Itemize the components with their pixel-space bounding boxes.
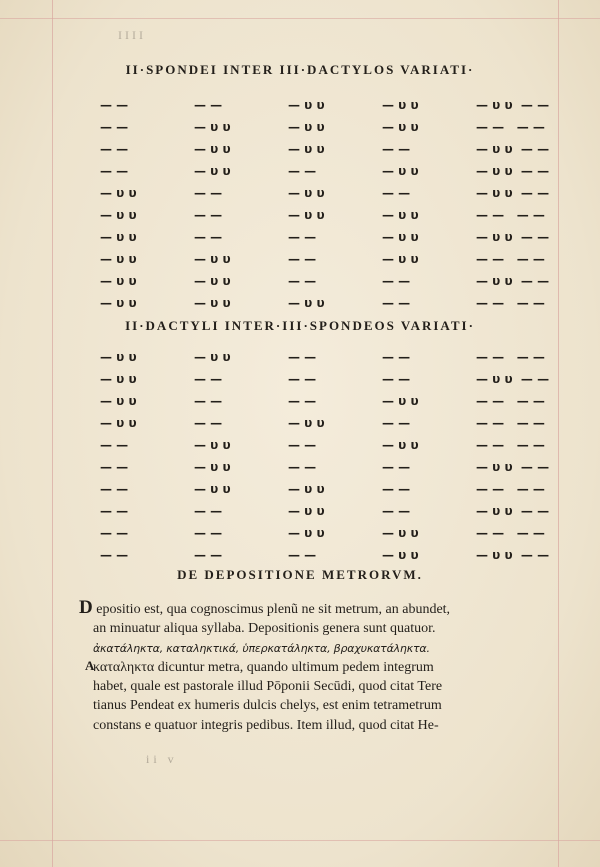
margin-rule-right bbox=[558, 0, 559, 867]
meter-cell: — υ υ bbox=[100, 208, 137, 222]
meter-cell: — — bbox=[288, 438, 317, 452]
meter-cell: — υ υ — — bbox=[476, 230, 550, 244]
meter-cell: — — — — bbox=[476, 416, 545, 430]
body-paragraph bbox=[79, 597, 545, 735]
meter-cell: — — — — bbox=[476, 208, 545, 222]
meter-cell: — — bbox=[382, 142, 411, 156]
meter-cell: — υ υ bbox=[288, 526, 325, 540]
meter-cell: — υ υ bbox=[100, 252, 137, 266]
meter-cell: — — bbox=[288, 252, 317, 266]
meter-cell: — — bbox=[100, 164, 129, 178]
meter-cell: — υ υ — — bbox=[476, 164, 550, 178]
paragraph-line bbox=[93, 658, 545, 677]
meter-cell: — υ υ bbox=[288, 482, 325, 496]
meter-cell: — υ υ bbox=[194, 482, 231, 496]
meter-cell: — — — — bbox=[476, 394, 545, 408]
meter-cell: — — bbox=[100, 548, 129, 562]
meter-cell: — — bbox=[288, 548, 317, 562]
meter-cell: — υ υ bbox=[194, 252, 231, 266]
meter-cell: — — bbox=[194, 548, 223, 562]
meter-cell: — — — — bbox=[476, 526, 545, 540]
meter-cell: — υ υ — — bbox=[476, 372, 550, 386]
meter-cell: — υ υ bbox=[382, 164, 419, 178]
paragraph-line bbox=[93, 639, 545, 658]
meter-cell: — — bbox=[382, 504, 411, 518]
meter-cell: — — bbox=[194, 416, 223, 430]
meter-cell: — υ υ bbox=[100, 416, 137, 430]
meter-cell: — υ υ bbox=[382, 120, 419, 134]
margin-rule-top bbox=[0, 18, 600, 19]
meter-cell: — υ υ bbox=[288, 416, 325, 430]
meter-cell: — υ υ — — bbox=[476, 98, 550, 112]
page-number: IIII bbox=[118, 28, 146, 42]
meter-cell: — υ υ bbox=[288, 186, 325, 200]
meter-cell: — — bbox=[194, 526, 223, 540]
meter-cell: — υ υ bbox=[382, 252, 419, 266]
meter-cell: — υ υ bbox=[100, 186, 137, 200]
meter-cell: — — bbox=[288, 274, 317, 288]
meter-cell: — υ υ bbox=[382, 438, 419, 452]
meter-cell: — — bbox=[100, 504, 129, 518]
meter-cell: — — bbox=[382, 274, 411, 288]
meter-cell: — — bbox=[100, 98, 129, 112]
meter-cell: — — bbox=[100, 482, 129, 496]
meter-cell: — υ υ bbox=[194, 460, 231, 474]
meter-cell: — υ υ bbox=[382, 548, 419, 562]
meter-cell: — υ υ bbox=[194, 164, 231, 178]
meter-cell: — υ υ bbox=[100, 274, 137, 288]
margin-rule-left bbox=[52, 0, 53, 867]
meter-cell: — υ υ bbox=[288, 98, 325, 112]
meter-cell: — — bbox=[288, 164, 317, 178]
meter-cell: — υ υ bbox=[382, 394, 419, 408]
meter-cell: — — bbox=[382, 460, 411, 474]
paragraph-line-text: an minuatur aliqua syllaba. Depositionis genera sunt quatuor. bbox=[93, 621, 436, 637]
meter-cell: — — bbox=[194, 98, 223, 112]
meter-cell: — — — — bbox=[476, 350, 545, 364]
meter-table-2 bbox=[80, 346, 550, 566]
section3-title: DE DEPOSITIONE METRORVM. bbox=[177, 567, 423, 582]
meter-cell: — — — — bbox=[476, 482, 545, 496]
margin-rule-bottom bbox=[0, 840, 600, 841]
meter-cell: — υ υ bbox=[382, 98, 419, 112]
meter-cell: — — bbox=[194, 208, 223, 222]
meter-cell: — — bbox=[288, 350, 317, 364]
paragraph-line-text: tianus Pendeat ex humeris dulcis chelys, est enim tetrametrum bbox=[93, 698, 442, 714]
meter-cell: — υ υ bbox=[100, 394, 137, 408]
meter-cell: — υ υ — — bbox=[476, 504, 550, 518]
meter-cell: — — bbox=[100, 460, 129, 474]
meter-cell: — — bbox=[382, 296, 411, 310]
meter-cell: — υ υ bbox=[288, 504, 325, 518]
meter-cell: — υ υ bbox=[382, 208, 419, 222]
catchword: ii v bbox=[146, 752, 178, 766]
meter-cell: — — bbox=[100, 120, 129, 134]
paragraph-line bbox=[93, 677, 545, 696]
meter-cell: — υ υ bbox=[194, 120, 231, 134]
meter-cell: — — bbox=[288, 372, 317, 386]
meter-cell: — υ υ bbox=[288, 120, 325, 134]
meter-cell: — — — — bbox=[476, 438, 545, 452]
meter-cell: — — bbox=[194, 504, 223, 518]
meter-cell: — υ υ bbox=[288, 296, 325, 310]
meter-cell: — υ υ bbox=[194, 296, 231, 310]
meter-cell: — — bbox=[382, 482, 411, 496]
meter-cell: — υ υ bbox=[100, 296, 137, 310]
marginal-letter: A bbox=[85, 657, 95, 673]
paragraph-line bbox=[79, 598, 545, 619]
meter-cell: — υ υ bbox=[194, 274, 231, 288]
meter-cell: — υ υ bbox=[100, 372, 137, 386]
meter-cell: — υ υ bbox=[100, 230, 137, 244]
paragraph-line bbox=[93, 619, 545, 638]
meter-cell: — υ υ bbox=[100, 350, 137, 364]
paragraph-line-text: epositio est, qua cognoscimus plenũ ne sit metrum, an abundet, bbox=[96, 602, 451, 617]
meter-cell: — — bbox=[194, 186, 223, 200]
meter-cell: — — bbox=[382, 186, 411, 200]
paragraph-line bbox=[93, 716, 545, 735]
meter-cell: — — bbox=[100, 438, 129, 452]
meter-cell: — υ υ — — bbox=[476, 274, 550, 288]
meter-cell: — υ υ bbox=[288, 208, 325, 222]
paragraph-line-text: καταληκτα dicuntur metra, quando ultimum pedem integrum bbox=[93, 659, 434, 675]
meter-cell: — — bbox=[100, 142, 129, 156]
drop-cap: D bbox=[79, 597, 93, 618]
meter-cell: — — bbox=[194, 394, 223, 408]
meter-cell: — — — — bbox=[476, 296, 545, 310]
meter-cell: — — — — bbox=[476, 252, 545, 266]
meter-cell: — — bbox=[382, 350, 411, 364]
paragraph-line-text: constans e quatuor integris pedibus. Item illud, quod citat He- bbox=[93, 717, 439, 733]
meter-cell: — υ υ bbox=[288, 142, 325, 156]
paragraph-line-text: habet, quale est pastorale illud Pōponii Secūdi, quod citat Tere bbox=[93, 679, 443, 695]
meter-cell: — — bbox=[194, 372, 223, 386]
meter-cell: — υ υ — — bbox=[476, 548, 550, 562]
meter-cell: — — bbox=[288, 394, 317, 408]
meter-cell: — — bbox=[288, 230, 317, 244]
paragraph-line-text: ἀκατάληκτα, καταληκτικά, ὑπερκατάληκτα, βραχυκατάληκτα. bbox=[93, 641, 430, 655]
meter-cell: — — bbox=[288, 460, 317, 474]
meter-cell: — — bbox=[100, 526, 129, 540]
meter-cell: — υ υ — — bbox=[476, 186, 550, 200]
meter-cell: — — bbox=[194, 230, 223, 244]
section2-title: II·DACTYLI INTER·III·SPONDEOS VARIATI· bbox=[125, 318, 475, 333]
meter-cell: — — bbox=[382, 416, 411, 430]
meter-cell: — — — — bbox=[476, 120, 545, 134]
meter-cell: — υ υ bbox=[194, 350, 231, 364]
meter-cell: — υ υ bbox=[382, 526, 419, 540]
meter-cell: — υ υ bbox=[194, 438, 231, 452]
paragraph-line bbox=[93, 696, 545, 715]
meter-cell: — υ υ — — bbox=[476, 460, 550, 474]
meter-cell: — — bbox=[382, 372, 411, 386]
meter-cell: — υ υ bbox=[194, 142, 231, 156]
meter-cell: — υ υ bbox=[382, 230, 419, 244]
meter-cell: — υ υ — — bbox=[476, 142, 550, 156]
section1-title: II·SPONDEI INTER III·DACTYLOS VARIATI· bbox=[125, 62, 475, 77]
meter-table-1 bbox=[80, 94, 550, 314]
